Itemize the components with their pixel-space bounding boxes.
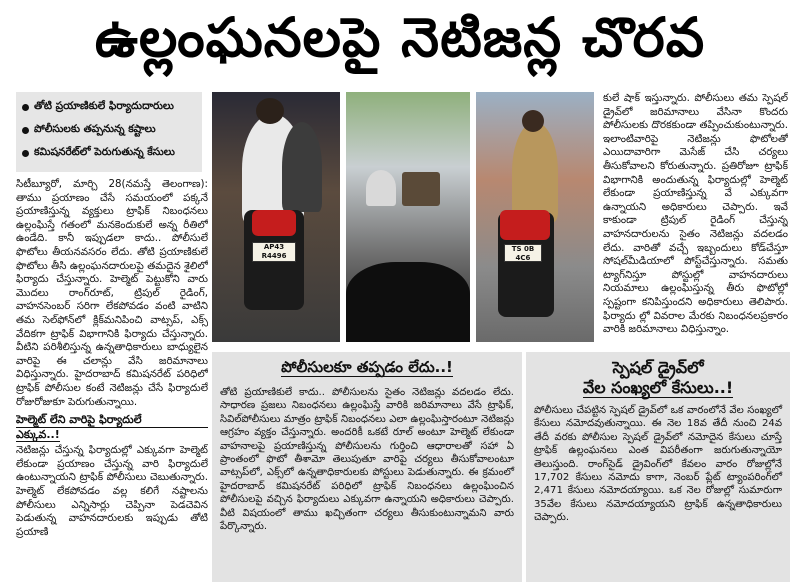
photo-traffic-from-car	[346, 92, 470, 342]
bullet-text: తోటి ప్రయాణికులే ఫిర్యాదుదారులు	[34, 100, 174, 112]
pillion-shape	[282, 122, 322, 212]
box-heading-line-1: స్పెషల్ డ్రైవ్‌లో	[612, 358, 704, 377]
left-paragraph-1: సిటీబ్యూరో, మార్చి 28(నమస్తే తెలంగాణ): తాము ప్రయాణం చేసే సమయంలో పక్కనే ప్రయాణిస్తున్న వ్యక్తులు ట్రాఫిక్ నిబంధనలు ఉల్లంఘిస్తే గతంలో మనకెందుకులే అన్న రీతిలో ఉండేది. కానీ ఇప్పుడలా కాదు.. పోలీసులే ఫొటోలు తీయనవసరం లేదు. తోటి ప్రయాణికులే ఫొటోలు తీసి ఉల్లంఘనదారులపై తమదైన శైలిలో ఫిర్యాదు చేస్తున్నారు. హెల్మెట్ పెట్టుకోని వారు మొదలు రాంగ్‌రూట్, ట్రిపుల్ రైడింగ్, వాహనసెంబర్ సరిగా లేకపోవడం వంటి వాటిని తమ సెల్‌ఫోన్‌లో క్లిక్‌మనిపించి వాట్సప్, ఎక్స్ వేదికగా ట్రాఫిక్ విభాగానికి ఫిర్యాదు చేస్తున్నారు. వీటిని పరిశీలిస్తున్న ఉన్నతాధికారులు బాధ్యులైన వారిపై ఈ చలాన్లు వేసి జరిమానాలు విధిస్తున్నారు. హైదరాబాద్ కమిషనరేట్ పరిధిలో ట్రాఫిక్ పోలీసుల కంటే నెటిజన్లు చేసే ఫిర్యాదులే రోజురోజుకూ పెరుగుతున్నాయి.	[16, 178, 208, 408]
bullet-item	[22, 142, 196, 165]
number-plate: AP43 R4496	[252, 242, 296, 262]
right-paragraph: కులే షాక్ ఇస్తున్నారు. పోలీసులు తమ స్పెషల్ డ్రైవ్‌లో జరిమానాలు వేసినా కొందరు పోలీసులకు దొరకకుండా తప్పించుకుంటున్నారు. ఇలాంటివారిపై నెటిజన్లు ఫొటోలతో ఎయిదావారిగా మెసేజ్ చేసి చర్యలు తీసుకోవాలని కోరుతున్నారు. ప్రతిరోజూ ట్రాఫిక్ విభాగానికి అందుతున్న ఫిర్యాదుల్లో హెల్మెట్ లేకుండా ప్రయాణిస్తున్న వే ఎక్కువగా ఉన్నాయని అధికారులు చెప్పారు. ఇవే కాకుండా ట్రిపుల్ రైడింగ్ చేస్తున్న వాహనదారులను సైతం నెటిజన్లు వదలడం లేదు. వారితో వచ్చే ఇబ్బందులు కోడ్‌చేస్తూ సోషల్‌మీడియాలో పోస్ట్‌చేస్తున్నారు. సమతు ట్యాగ్‌నిస్తూ పోస్టుల్లో వాహనదారులు నియమాలు ఉల్లంఘిస్తున్న తీరు ఫొటోల్లో స్పష్టంగా కనిపిస్తుందని అధికారులు తెలిపారు. ఫిర్యాదు ల్లో వివరాల మేరకు నిబంధనలప్రకారం వారికి జరిమానాలు విధిస్తున్నాం.	[603, 92, 788, 336]
box-heading-text: పోలీసులకూ తప్పడం లేదు..!	[281, 358, 453, 376]
rider-head-shape	[256, 98, 284, 124]
bullet-text: కమిషనరేట్‌లో పెరుగుతున్న కేసులు	[34, 146, 175, 158]
left-subhead	[16, 413, 208, 441]
photo-strip	[212, 92, 594, 342]
left-paragraph-2: నెటిజన్లు చేస్తున్న ఫిర్యాదుల్లో ఎక్కువగా హెల్మెట్ లేకుండా ప్రయాణం చేస్తున్న వారి ఫిర్యాదులే ఉంటున్నాయని ట్రాఫిక్ పోలీసులు చెబుతున్నారు. హెల్మెట్ లేకపోవడం వల్ల కలిగే నష్టాలను పోలీసులు ఎన్నిసార్లు చెప్పినా పెడచెవిన పెడుతున్న వాహనదారులకు ఇప్పుడు తోటి ప్రయాణి	[16, 444, 208, 538]
photo-police-rider	[476, 92, 594, 342]
bullet-item	[22, 96, 196, 119]
bullet-dot-icon	[22, 104, 29, 111]
bullet-item	[22, 119, 196, 142]
distant-rider-shape	[366, 170, 396, 206]
car-dashboard-shape	[346, 262, 470, 342]
summary-bullets	[16, 92, 202, 172]
police-head-shape	[522, 110, 544, 132]
bullet-dot-icon	[22, 150, 29, 157]
police-number-plate: TS 0B 4C6	[504, 244, 542, 262]
right-column	[603, 92, 788, 352]
left-subhead-line-2: ఎక్కువ..!	[16, 427, 60, 441]
left-subhead-line-1: హెల్మెట్ లేని వారిపై ఫిర్యాదులే	[16, 413, 208, 428]
police-bike-body-shape	[500, 210, 550, 240]
tail-light-shape	[252, 210, 296, 236]
distant-vehicle-shape	[402, 172, 440, 206]
police-rider-shape	[512, 122, 558, 222]
box-body: తోటి ప్రయాణికులే కాదు.. పోలీసులను సైతం నెటిజన్లు వదలడం లేదు. సాధారణ ప్రజలు నిబంధనలు ఉల్లంఘిస్తే వారికి జరిమానాలు వేసే ట్రాఫిక్, సివిల్‌పోలీసులు మాత్రం ట్రాఫిక్ నిబంధనలు ఎలా ఉల్లంఘిస్తారంటూ నెటిజన్లు ఆగ్రహం వ్యక్తం చేస్తున్నారు. అందరికీ ఒకటే రూల్ అంటూ హెల్మెట్ లేకుండా వాహనాలపై ప్రయాణిస్తున్న పోలీసులను గుర్తించి ఆధారాలతో సహా ఏ ప్రాంతంలో ఫొటో తీశామో తెలుపుతూ వారిపై చర్యలు తీసుకోవాలంటూ వాట్సప్‌లో, ఎక్స్‌లో ఉన్నతాధికారులకు పోస్టులు పెడుతున్నారు. ఈ క్రమంలో హైదరాబాద్ కమిషనరేట్ పరిధిలో ట్రాఫిక్ నిబంధనలు ఉల్లంఘించిన పోలీసులపై వచ్చిన ఫిర్యాదులు ఎక్కువగా ఉన్నాయని అధికారులు చెప్పారు. వీటి విషయంలో తాము ఖచ్చితంగా చర్యలు తీసుకుంటున్నామని వారు పేర్కొన్నారు.	[220, 387, 514, 533]
bullet-text: పోలీసులకు తప్పనున్న కష్టాలు	[34, 123, 156, 135]
box-body: పోలీసులు చేపట్టిన స్పెషల్ డ్రైవ్‌లో ఒక వారంలోనే వేల సంఖ్యలో కేసులు నమోదవుతున్నాయి. ఈ నెల 18వ తేదీ నుంచి 24వ తేదీ వరకు పోలీసుల స్పెషల్ డ్రైవ్‌లో నమోదైన కేసులు చూస్తే ట్రాఫిక్ ఉల్లంఘనలు ఎంత విపరీతంగా జరుగుతున్నాయో తెలుస్తుంది. రాంగ్‌సైడ్ డ్రైవింగ్‌లో కేవలం వారం రోజుల్లోనే 17,702 కేసులు నమోదు కాగా, నెంబర్ ప్లేట్ ట్యాంపరింగ్‌లో 2,471 కేసులు నమోదయ్యాయి. ఒక నెల రోజుల్లో సుమారుగా 35వేల కేసులు నమోదయ్యాయని ట్రాఫిక్ ఉన్నతాధికారులు చెప్పారు.	[534, 405, 782, 524]
bullet-dot-icon	[22, 127, 29, 134]
photo-helmetless-riders	[212, 92, 340, 342]
headline: ఉల్లంఘనలపై నెటిజన్ల చొరవ	[94, 5, 706, 69]
box-heading	[534, 358, 782, 398]
sidebar-box-special-drive	[526, 352, 790, 582]
left-column	[16, 178, 208, 583]
sidebar-box-police	[212, 352, 522, 582]
box-heading	[220, 358, 514, 380]
box-heading-line-2: వేల సంఖ్యలో కేసులు..!	[582, 378, 734, 397]
